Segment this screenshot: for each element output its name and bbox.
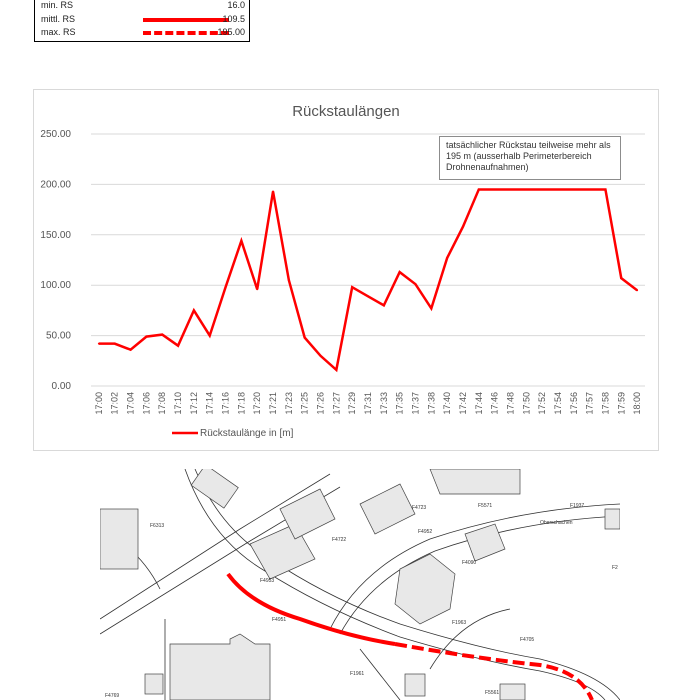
data-point <box>193 309 195 311</box>
data-point <box>114 343 116 345</box>
y-tick-labels <box>40 129 71 392</box>
annotation-text: tatsächlicher Rückstau teilweise mehr als 195 m (ausserhalb Perimeterbereich Drohnenaufnahmen) <box>446 140 611 172</box>
legend-value-max: 195.00 <box>217 27 245 37</box>
legend-line-dashed <box>143 31 229 35</box>
data-point <box>209 335 211 337</box>
data-point <box>636 289 638 291</box>
y-tick-label: 50.00 <box>45 330 71 342</box>
x-tick-label: 17:14 <box>204 392 215 415</box>
map-parcel-label: F4090 <box>462 560 477 566</box>
series-layer <box>98 188 638 370</box>
map-parcel-label: F6313 <box>150 523 165 529</box>
x-tick-label: 17:20 <box>252 392 263 415</box>
x-tick-label: 17:35 <box>394 392 405 415</box>
map-parcel-label: F1961 <box>350 671 365 677</box>
map-parcel-label: F4722 <box>332 537 347 543</box>
x-tick-label: 17:02 <box>109 392 120 415</box>
legend-row-max <box>35 26 249 40</box>
x-tick-label: 17:56 <box>568 392 579 415</box>
data-point <box>541 188 543 190</box>
legend-row-min <box>35 0 249 13</box>
legend-label-max: max. RS <box>41 27 76 37</box>
x-tick-label: 17:25 <box>299 392 310 415</box>
data-point <box>98 343 100 345</box>
y-tick-label: 150.00 <box>40 229 71 241</box>
data-point <box>478 188 480 190</box>
x-tick-label: 17:10 <box>173 392 184 415</box>
data-point <box>573 188 575 190</box>
x-tick-label: 17:21 <box>268 392 279 415</box>
data-point <box>351 286 353 288</box>
chart-title: Rückstaulängen <box>292 103 400 120</box>
x-tick-label: 17:23 <box>283 392 294 415</box>
data-point <box>620 277 622 279</box>
data-point <box>557 188 559 190</box>
x-tick-label: 17:48 <box>505 392 516 415</box>
legend-box <box>34 0 250 42</box>
map-parcel-label: F5571 <box>478 503 493 509</box>
data-point <box>177 345 179 347</box>
x-tick-label: 17:50 <box>521 392 532 415</box>
annotation-box <box>439 136 621 180</box>
map-parcel-label: F4952 <box>418 529 433 535</box>
data-point <box>130 349 132 351</box>
chart-legend-label: Rückstaulänge in [m] <box>200 428 294 439</box>
x-tick-label: 17:59 <box>616 392 627 415</box>
x-tick-label: 17:40 <box>442 392 453 415</box>
map-parcel-label: F2 <box>612 565 618 571</box>
data-point <box>414 283 416 285</box>
data-point <box>145 336 147 338</box>
data-point <box>320 355 322 357</box>
data-point <box>525 188 527 190</box>
data-point <box>240 240 242 242</box>
data-point <box>430 307 432 309</box>
data-point <box>446 257 448 259</box>
x-tick-label: 17:38 <box>426 392 437 415</box>
data-point <box>272 190 274 192</box>
map-parcel-label: F1963 <box>452 620 467 626</box>
legend-row-mean <box>35 13 249 27</box>
data-point <box>288 279 290 281</box>
x-tick-label: 17:04 <box>125 392 136 415</box>
x-tick-label: 17:26 <box>315 392 326 415</box>
map-parcel-label: F1937 <box>570 503 585 509</box>
y-tick-label: 100.00 <box>40 280 71 292</box>
x-tick-label: 17:46 <box>489 392 500 415</box>
site-map <box>100 469 620 700</box>
data-point <box>462 226 464 228</box>
x-tick-label: 17:44 <box>473 392 484 415</box>
y-tick-label: 200.00 <box>40 179 71 191</box>
x-tick-label: 17:33 <box>378 392 389 415</box>
data-point <box>161 334 163 336</box>
map-parcel-label: F4951 <box>272 617 287 623</box>
legend-value-mean: 109.5 <box>222 14 245 24</box>
x-tick-label: 17:00 <box>93 392 104 415</box>
x-tick-label: 17:29 <box>347 392 358 415</box>
x-tick-label: 17:58 <box>600 392 611 415</box>
data-point <box>304 337 306 339</box>
data-point <box>367 295 369 297</box>
map-parcel-label: F4953 <box>260 578 275 584</box>
x-tick-label: 18:00 <box>632 392 643 415</box>
map-parcel-label: F4723 <box>412 505 427 511</box>
x-tick-label: 17:42 <box>457 392 468 415</box>
y-tick-label: 0.00 <box>51 381 71 392</box>
data-point <box>589 188 591 190</box>
data-point <box>256 288 258 290</box>
data-point <box>335 369 337 371</box>
data-point <box>604 188 606 190</box>
x-tick-label: 17:57 <box>584 392 595 415</box>
data-point <box>399 271 401 273</box>
x-tick-label: 17:16 <box>220 392 231 415</box>
x-tick-label: 17:18 <box>236 392 247 415</box>
legend-label-min: min. RS <box>41 0 74 10</box>
legend-value-min: 16.0 <box>227 0 245 10</box>
data-point <box>383 304 385 306</box>
site-map-drawing <box>100 469 620 700</box>
series-line <box>99 189 637 369</box>
map-parcel-label: Oberschachen <box>540 520 573 526</box>
x-tick-label: 17:06 <box>141 392 152 415</box>
data-point <box>225 286 227 288</box>
x-tick-label: 17:52 <box>537 391 548 415</box>
x-tick-labels <box>94 392 642 415</box>
map-parcel-label: F4769 <box>105 693 120 699</box>
data-point <box>509 188 511 190</box>
chart-legend <box>172 428 294 439</box>
data-point <box>494 188 496 190</box>
x-tick-label: 17:27 <box>331 392 342 415</box>
x-tick-label: 17:54 <box>552 392 563 415</box>
x-tick-label: 17:08 <box>157 392 168 415</box>
legend-label-mean: mittl. RS <box>41 14 76 24</box>
chart-panel <box>33 89 659 451</box>
map-parcel-label: F5561 <box>485 690 500 696</box>
x-tick-label: 17:37 <box>410 392 421 415</box>
map-parcel-label: F4705 <box>520 637 535 643</box>
y-tick-label: 250.00 <box>40 129 71 140</box>
legend-line-solid <box>143 18 229 22</box>
x-tick-label: 17:31 <box>363 392 373 415</box>
x-tick-label: 17:12 <box>188 392 199 415</box>
